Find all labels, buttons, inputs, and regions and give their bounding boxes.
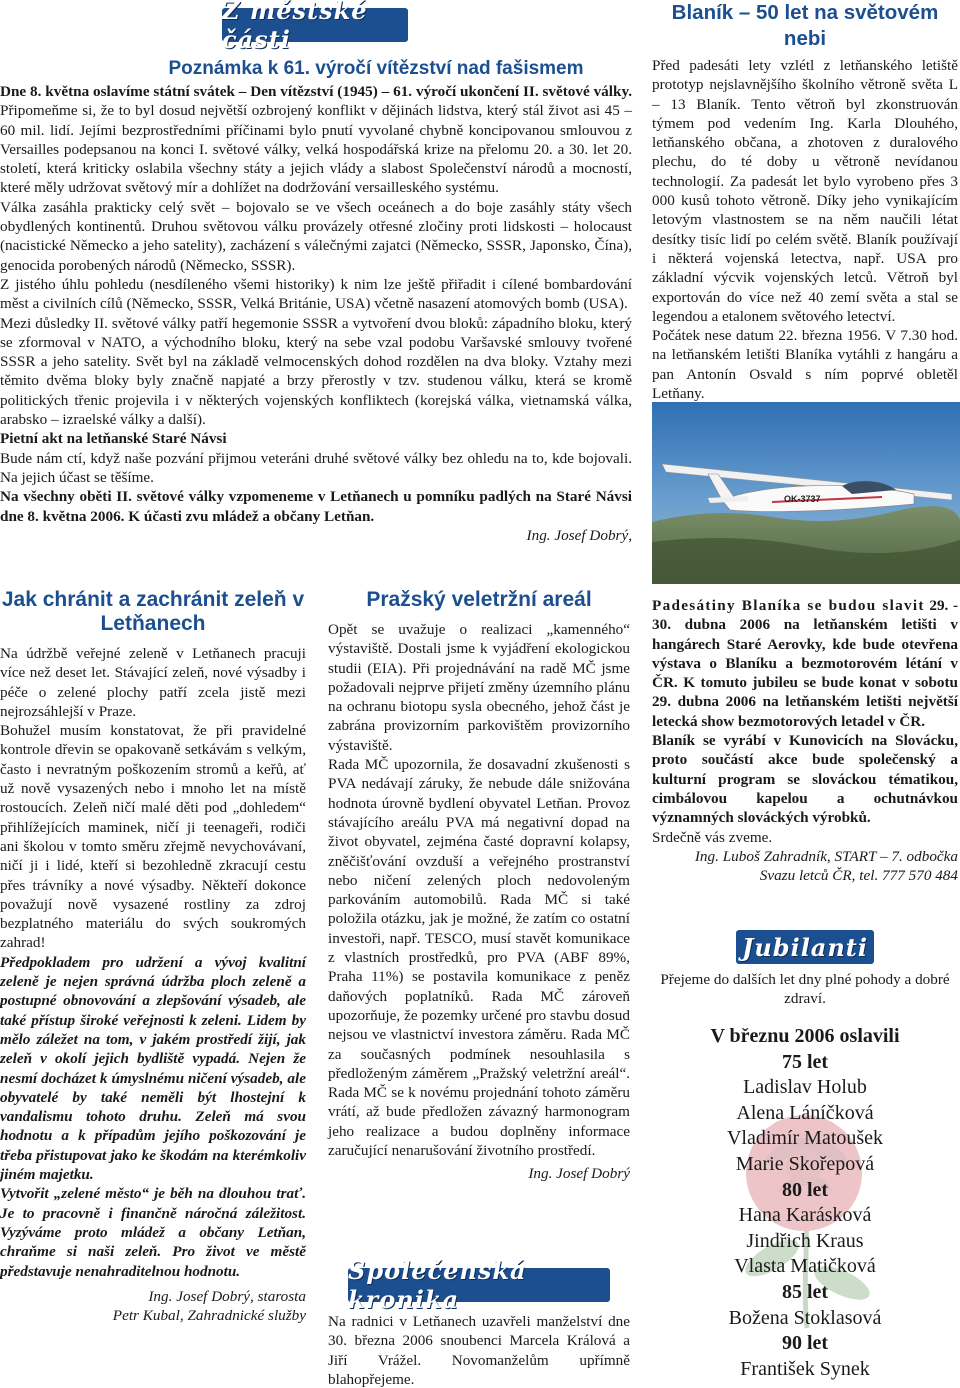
plane-registration: OK-3737 [784,494,821,504]
article-paragraph: Mezi důsledky II. světové války patří hegemonie SSSR a vytvoření dvou bloků: západního bloku, který se zformoval v NATO, a východního bloku, který na sebe vzal podobu Varšavské smlouvy tvořené SSSR a jeho satelity. Svět byl na základě velmocenských dohod rozdělen na dva bloky. Vztahy mezi těmito dvěma bloky byly značně napjaté a brzy přerostly v tzv. studenou válku, která se kromě politických třenic projevila i v některých vojenských konfliktech (korejská válka, vietnamská válka, arabsko – izraelské války a další). [0,314,632,429]
article-subheading: Pietní akt na letňanské Staré Návsi [0,430,227,448]
article-paragraph: Na údržbě veřejné zeleně v Letňanech pracuji více než deset let. Stávající zeleň, nové výsadby i péče o zelené plochy patří zcela jistě mezi nejrozsáhlejší v Praze. [0,645,306,720]
celebrant-name: Alena Láníčková [736,1101,874,1124]
jubilee-section [652,966,958,1381]
section-banner-jubilee [736,930,874,964]
article-paragraph: Válka zasáhla prakticky celý svět – bojovalo se ve všech oceánech a do boje zasáhly státy všech obydlených kontinentů. Druhou světovou válku provázely otřesné zločiny proti lidskosti – holocaust (nacistické Německo a jeho satelity), zacházení s válečnými zajatci (Německo, SSSR, Japonsko, Čína), genocida porobených národů (Německo, SSSR). [0,198,632,274]
article-author: Ing. Josef Dobrý [528,1165,630,1183]
banner-text: Společenská kronika [348,1256,527,1314]
banner-text: Z městské části [222,0,368,54]
chronicle-text: Na radnici v Letňanech uzavřeli manželství dne 30. března 2006 snoubenci Marcela Králová a Jiří Vrážel. Novomanželům upřímně blahopřejeme. [328,1313,630,1388]
article-title: Jak chránit a zachránit zeleň v Letňanech [1,588,305,635]
article-body [0,644,306,1325]
article-body [328,620,630,1184]
notice-text: Blaník se vyrábí v Kunovicích na Slovácku, proto součástí akce bude společenský a kulturní program se slováckou tématikou, cimbálovou kapelou a ochutnávkou významných slováckých výrobků. [652,732,958,827]
article-paragraph: Rada MČ upozornila, že dosavadní zkušenosti s PVA nedávají záruky, že nebude dále snižována hodnota úrovně bydlení obyvatel Letňan. Provoz stávajícího areálu PVA má negativní dopad na život obyvatel, zejména časté dopravní kolapsy, zněčišťování ovzduší a veřejného prostranství nebo ničení zelených ploch nedovoleným parkováním automobilů. Rada MČ si také položila otázku, jak je možné, že zatím co ostatní investoři, např. TESCO, musí stavět komunikace z vlastních prostředků, pro PVA (ABF 89%, Praha 11%) se postavila komunikace z peněz daňových poplatníků. Rada MČ zároveň upozorňuje, že pozemky určené pro stavbu dosud nejsou ve vlastnictví investora záměru. Rada MČ za současných podmínek nesouhlasila s předloženým záměrem „Pražský veletržní areál“. Rada MČ se k novému projednání tohoto záměru vrátí, až bude předložen závazný harmonogram jeho realizace a budou doplněny informace zaručující nenarušování životního prostředí. [328,756,630,1160]
jubilee-age: 80 let [781,1178,829,1201]
article-paragraph: Opět se uvažuje o realizaci „kamenného“ výstaviště. Dostali jsme k vyjádření ekologickou studii (EIA). Při projednávání na radě MČ jsme požadovali nejprve přijetí změny územního plánu na ochranu biotopu sysla obecného, jehož část je zabrána provizorním parkovištěm provizorního výstaviště. [328,621,630,754]
celebrant-name: Vladimír Matoušek [726,1127,884,1150]
fair-article [328,588,630,1184]
article-body [652,56,958,403]
anniversary-notice [652,596,958,885]
notice-text: 29. - 30. dubna 2006 na letňanském letišti v hangárech Staré Aerovky, kde bude otevřena výstava o Blaníku a bezmotorovém létání v ČR. K tomuto jubileu se bude konat v sobotu 29. dubna 2006 na letňanském letišti největší letecká show bezmotorových letadel v ČR. [652,597,959,730]
article-paragraph: Předpokladem pro udržení a vývoj kvalitní zeleně je nejen správná údržba ploch zeleně a postupné obnovování a zlepšování výsadeb, ale také přístup široké veřejnosti k zeleni. Lidem by mělo záležet na tom, v jakém prostředí žijí, jak zeleň v okolí jejich bydliště vypadá. Nejen že nesmí docházet k úmyslnému ničení výsadeb, ale obyvatelé by také neměli být lhostejní k vandalismu tohoto druhu. Zeleň má svou hodnotu a k případům jejího poškozování je třeba přistupovat jako ke škodám na kterémkoliv jiném majetku. [0,953,306,1184]
article-title: Blaník – 50 let na světovém nebi [671,1,939,50]
article-paragraph: Z jistého úhlu pohledu (nesdíleného všemi historiky) k nim lze ještě přiřadit i cílené bombardování měst a civilních cílů (Německo, SSSR, Velká Británie, USA) včetně nasazení atomových bomb (USA). [0,275,632,313]
green-article [0,588,306,1325]
notice-regards: Srdečně vás zveme. [652,828,773,846]
celebrants-list [652,1018,958,1381]
article-paragraph [0,82,632,198]
article-author: Petr Kubal, Zahradnické služby [112,1307,306,1325]
article-paragraph: Bohužel musím konstatovat, že při pravidelné kontrole dřevin se opakovaně setkávám s velkým, často i nevratným poškozením stromů a keřů, ať už nově vysazených nebo i mnoho let na místě rostoucích. Zeleň ničí malé děti pod „dohledem“ přihlížejících maminek, ničí ji teenageři, rodiči ani školou v tomto směru zřejmě nevychovávaní, ničí ji i lidé, kteří si bezohledně zkracují cestu přes trávníky a nové výsadby. Někteří dokonce považují nově vysazené rostliny za zdroj bezplatného materiálu do svých soukromých zahrad! [0,722,306,952]
jubilee-age: 75 let [781,1050,829,1073]
jubilee-age: 90 let [781,1332,829,1355]
notice-signature: Ing. Luboš Zahradník, START – 7. odbočka [694,847,958,865]
article-paragraph: Vytvořit „zelené město“ je běh na dlouhou trať. Je to pracovně i finančně náročná záležitost. Vyzýváme proto mládež a občany Letňan, chraňme si naši zeleň. Pro život ve městě představuje nenahraditelnou hodnotu. [0,1185,306,1280]
celebrant-name: Hana Karásková [738,1204,872,1227]
paragraph-text: Připomeňme si, že to byl dosud největší ozbrojený konflikt v dějinách lidstva, který stál život asi 45 – 60 mil. lidí. Jejími bezprostředními příčinami bylo pnutí vyvolané chybně koncipovanou smlouvou z Versailles podepsanou na konci I. světové války, velká hospodářská krize na přelomu 20. a 30. let 20. století, která kriticky oslabila všechny státy a jejich vlády a slabost Společenství národů a mocností, které měly udržovat světový mír a dohlížet na dodržování versailleského systému. [0,102,632,197]
article-paragraph: Bude nám ctí, když naše pozvání přijmou veteráni druhé světové války bez ohledu na to, kde bojovali. Na jejich účast se těšíme. [0,449,632,486]
article-title: Poznámka k 61. výročí vítězství nad fašismem [168,58,584,79]
blanik-article [652,0,958,403]
article-paragraph: Počátek nese datum 22. března 1956. V 7.30 hod. na letňanském letišti Blaníka vytáhli z hangáru a pan Antonín Osvald s ním poprvé obletěl Letňany. [652,327,958,403]
section-banner-chronicle [348,1256,610,1314]
section-banner-districts [222,0,408,54]
article-author: Ing. Josef Dobrý, [526,526,632,544]
article-closing: Na všechny oběti II. světové války vzpomeneme v Letňanech u pomníku padlých na Staré Návsi dne 8. května 2006. K účasti zvu mládež a občany Letňan. [0,488,632,525]
glider-photo [652,402,960,584]
celebrant-name: Jindřich Kraus [746,1229,864,1252]
celebrant-name: Božena Stoklasová [728,1306,882,1329]
notice-signature: Svazu letců ČR, tel. 777 570 484 [759,867,958,885]
lead-text: Dne 8. května oslavíme státní svátek – Den vítězství (1945) – 61. výročí ukončení II. světové války. [0,83,632,100]
celebrants-box [652,1018,958,1381]
article-paragraph: Před padesáti lety vzlétl z letňanského letiště prototyp nejslavnějšího školního větroně světa L – 13 Blaník. Tento větroň byl zkonstruován týmem pod vedením Ing. Karla Dlouhého, letňanského občana, a zhotoven z duralového plechu, do té doby u větroně nevídanou technologií. Za padesát let bylo vyrobeno přes 3 000 kusů tohoto větroně. Díky jeho vynikajícím letovým vlastnostem se na něm naučili létat desítky tisíc lidí po celém světě. Blaník používají i některá vojenská letectva, např. USA pro základní výcvik vojenských letců. Větroň byl exportován do více než 40 zemí světa a stal se legendou a etalonem světového letectví. [652,57,958,325]
celebrant-name: Marie Skořepová [735,1152,875,1175]
celebrant-name: František Synek [740,1357,870,1380]
article-author: Ing. Josef Dobrý, starosta [148,1287,306,1305]
jubilee-heading: V březnu 2006 oslavili [710,1025,900,1047]
notice-lead: Padesátiny Blaníka se budou slavit [652,597,925,614]
article-title: Pražský veletržní areál [366,588,592,611]
banner-text: Jubilanti [741,932,869,962]
article-body [0,82,632,545]
jubilee-greeting: Přejeme do dalších let dny plné pohody a dobré zdraví. [660,971,950,1007]
celebrant-name: Vlasta Matičková [734,1255,876,1278]
jubilee-age: 85 let [781,1280,829,1303]
main-article [0,58,632,545]
celebrant-name: Ladislav Holub [743,1076,867,1099]
